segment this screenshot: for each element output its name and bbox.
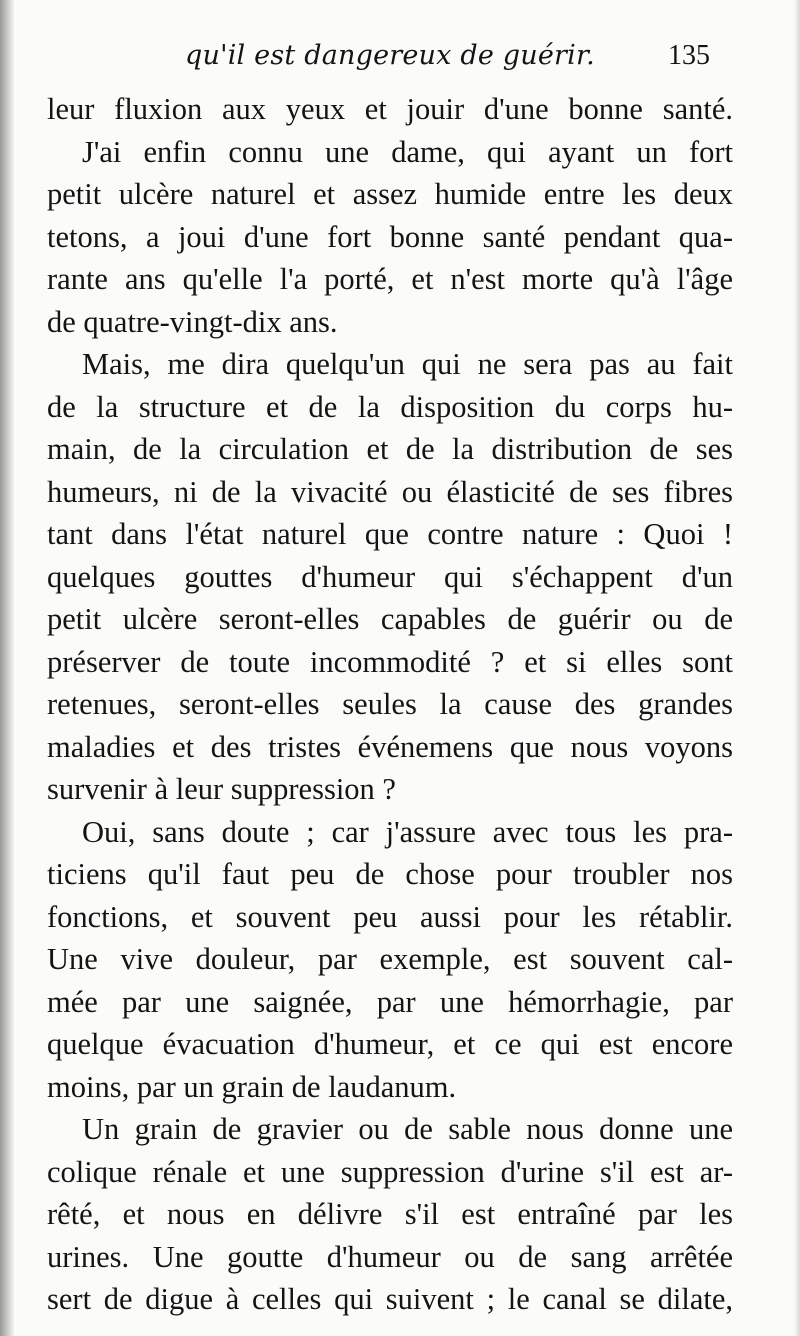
text-line: quelque évacuation d'humeur, et ce qui est encore [47, 1027, 733, 1061]
text-line: humeurs, ni de la vivacité ou élasticité de ses fibres [47, 475, 733, 509]
text-line: petit ulcère naturel et assez humide entre les deux [47, 177, 733, 211]
text-line: Une vive douleur, par exemple, est souvent cal- [47, 942, 733, 976]
text-line: Oui, sans doute ; car j'assure avec tous les pra- [82, 815, 733, 849]
text-line: Mais, me dira quelqu'un qui ne sera pas au fait [82, 347, 733, 381]
text-line: rante ans qu'elle l'a porté, et n'est morte qu'à l'âge [47, 262, 733, 296]
text-line: préserver de toute incommodité ? et si elles sont [47, 645, 733, 679]
text-line: rêté, et nous en délivre s'il est entraîné par les [47, 1197, 733, 1231]
text-line: Un grain de gravier ou de sable nous donne une [82, 1112, 733, 1146]
text-line: J'ai enfin connu une dame, qui ayant un fort [82, 135, 733, 169]
page-edge-shadow [794, 0, 800, 1336]
text-line: urines. Une goutte d'humeur ou de sang arrêtée [47, 1240, 733, 1274]
page-number: 135 [668, 40, 710, 71]
text-line: ticiens qu'il faut peu de chose pour troubler nos [47, 857, 733, 891]
text-line: moins, par un grain de laudanum. [47, 1070, 457, 1104]
text-line: retenues, seront-elles seules la cause des grandes [47, 687, 733, 721]
text-line: de quatre-vingt-dix ans. [47, 305, 338, 339]
text-line: petit ulcère seront-elles capables de guérir ou de [47, 602, 733, 636]
text-line: mée par une saignée, par une hémorrhagie, par [47, 985, 733, 1019]
text-line: de la structure et de la disposition du corps hu- [47, 390, 733, 424]
text-line: survenir à leur suppression ? [47, 772, 396, 806]
text-line: maladies et des tristes événemens que nous voyons [47, 730, 733, 764]
text-line: colique rénale et une suppression d'urine s'il est ar- [47, 1155, 733, 1189]
text-line: quelques gouttes d'humeur qui s'échappent d'un [47, 560, 733, 594]
running-title: qu'il est dangereux de guérir. [185, 40, 595, 71]
text-line: sert de digue à celles qui suivent ; le canal se dilate, [47, 1282, 733, 1316]
text-line: fonctions, et souvent peu aussi pour les rétablir. [47, 900, 733, 934]
spine-shadow [0, 0, 14, 1336]
text-line: tant dans l'état naturel que contre nature : Quoi ! [47, 517, 733, 551]
text-line: leur fluxion aux yeux et jouir d'une bonne santé. [47, 92, 733, 126]
text-line: tetons, a joui d'une fort bonne santé pendant qua- [47, 220, 733, 254]
text-line: main, de la circulation et de la distribution de ses [47, 432, 733, 466]
